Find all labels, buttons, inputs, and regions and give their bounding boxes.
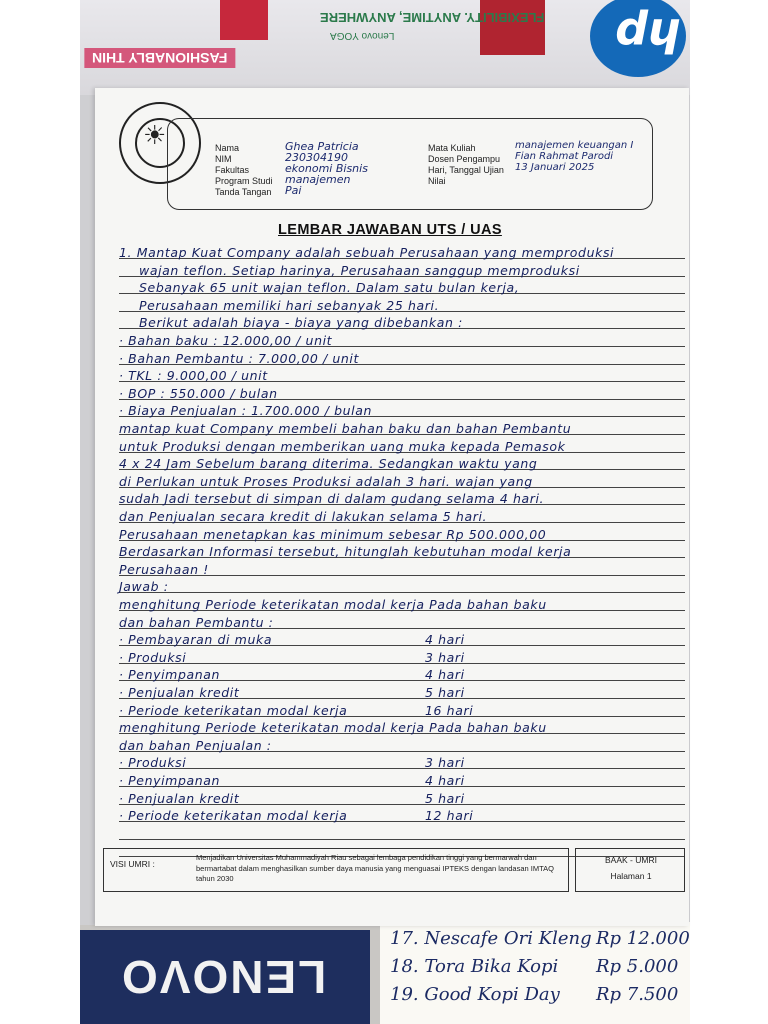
answer-line: untuk Produksi dengan memberikan uang muka kepada Pemasok bbox=[119, 438, 566, 454]
answer-line: · Pembayaran di muka bbox=[119, 632, 273, 648]
answer-line: · Produksi bbox=[119, 755, 187, 771]
sheet-title: LEMBAR JAWABAN UTS / UAS bbox=[278, 222, 502, 238]
answer-line: dan Penjualan secara kredit di lakukan selama 5 hari. bbox=[119, 509, 488, 524]
answer-line: · Penjualan kredit bbox=[119, 790, 240, 806]
answer-value: 5 hari bbox=[425, 790, 465, 806]
answer-line: · Bahan baku : 12.000,00 / unit bbox=[119, 333, 333, 348]
seal-emblem-icon: ☀ bbox=[143, 120, 167, 150]
answer-area bbox=[95, 246, 689, 836]
answer-line: wajan teflon. Setiap harinya, Perusahaan sanggup memproduksi bbox=[139, 262, 580, 278]
answer-line: di Perlukan untuk Proses Produksi adalah 3 hari. wajan yang bbox=[119, 473, 533, 489]
answer-value: 4 hari bbox=[425, 667, 465, 683]
red-tag bbox=[220, 0, 268, 40]
identity-value: Pai bbox=[285, 184, 302, 197]
answer-sheet bbox=[95, 88, 689, 926]
identity-value: 13 Januari 2025 bbox=[515, 162, 595, 173]
identity-label: Mata Kuliah bbox=[428, 143, 476, 153]
identity-label: Dosen Pengampu bbox=[428, 154, 501, 164]
identity-value: Fian Rahmat Parodi bbox=[515, 151, 614, 162]
grocery-item-label: 17. Nescafe Ori Kleng bbox=[390, 928, 592, 949]
grocery-item-label: 19. Good Kopi Day bbox=[390, 984, 560, 1005]
identity-label: Nilai bbox=[428, 176, 446, 186]
hp-logo-text: hp bbox=[615, 8, 681, 62]
brochure-promo-text: FLEXIBILITY. ANYTIME, ANYWHERE bbox=[320, 10, 545, 25]
identity-label: Nama bbox=[215, 143, 240, 153]
ruled-line bbox=[119, 768, 685, 769]
ruled-line bbox=[119, 839, 685, 840]
answer-line: Sebanyak 65 unit wajan teflon. Dalam satu bulan kerja, bbox=[139, 280, 520, 296]
grocery-item-price: Rp 12.000 bbox=[596, 928, 690, 949]
identity-label: Hari, Tanggal Ujian bbox=[428, 165, 504, 175]
answer-line: · TKL : 9.000,00 / unit bbox=[119, 368, 268, 384]
answer-line: · Biaya Penjualan : 1.700.000 / bulan bbox=[119, 403, 372, 419]
answer-line: Perusahaan ! bbox=[119, 561, 209, 577]
answer-line: 4 x 24 Jam Sebelum barang diterima. Sedangkan waktu yang bbox=[119, 456, 538, 472]
answer-line: · Periode keterikatan modal kerja bbox=[119, 808, 348, 824]
answer-line: Jawab : bbox=[119, 579, 169, 595]
page-number: Halaman 1 bbox=[610, 871, 652, 881]
identity-label: NIM bbox=[215, 154, 232, 164]
identity-label: Fakultas bbox=[215, 165, 250, 175]
answer-line: · Penjualan kredit bbox=[119, 685, 240, 700]
answer-value: 16 hari bbox=[425, 702, 474, 718]
identity-value: manajemen bbox=[285, 173, 351, 186]
grocery-item-price: Rp 5.000 bbox=[596, 956, 679, 977]
laptop-brochure-image bbox=[480, 0, 545, 55]
identity-value: 230304190 bbox=[285, 151, 348, 164]
answer-line: sudah Jadi tersebut di simpan di dalam gudang selama 4 hari. bbox=[119, 491, 545, 507]
identity-value: Ghea Patricia bbox=[285, 140, 359, 153]
answer-value: 3 hari bbox=[425, 649, 465, 665]
answer-value: 4 hari bbox=[425, 632, 465, 648]
baak-label: BAAK - UMRI bbox=[605, 855, 657, 865]
answer-value: 12 hari bbox=[425, 808, 474, 824]
answer-line: · BOP : 550.000 / bulan bbox=[119, 385, 278, 401]
ruled-line bbox=[119, 663, 685, 664]
answer-value: 3 hari bbox=[425, 755, 465, 771]
answer-line: menghitung Periode keterikatan modal kerja Pada bahan baku bbox=[119, 597, 547, 612]
brochure-brand-text: Lenovo YOGA bbox=[330, 30, 395, 41]
brochure-side-banner: FASHIONABLY THIN bbox=[84, 48, 235, 68]
answer-value: 4 hari bbox=[425, 773, 465, 788]
grocery-item-label: 18. Tora Bika Kopi bbox=[390, 956, 559, 977]
answer-line: · Penyimpanan bbox=[119, 667, 221, 683]
visi-box bbox=[103, 848, 569, 892]
answer-line: Berdasarkan Informasi tersebut, hitunglah kebutuhan modal kerja bbox=[119, 544, 572, 560]
visi-label: VISI UMRI : bbox=[110, 859, 155, 869]
answer-line: Berikut adalah biaya - biaya yang dibebankan : bbox=[139, 315, 463, 331]
visi-text: Menjadikan Universitas Muhammadiyah Riau sebagai lembaga pendidikan tinggi yang bermarwah dan bermartabat dalam menghasilkan sumber daya manusia yang menguasai IPTEKS dengan landasan IMTAQ tahun 2030 bbox=[196, 853, 554, 883]
answer-line: · Bahan Pembantu : 7.000,00 / unit bbox=[119, 350, 360, 366]
baak-box bbox=[575, 848, 685, 892]
lenovo-box bbox=[80, 930, 370, 1024]
identity-label: Program Studi bbox=[215, 176, 273, 186]
identity-value: manajemen keuangan I bbox=[515, 140, 634, 151]
answer-value: 5 hari bbox=[425, 685, 465, 700]
identity-label: Tanda Tangan bbox=[215, 187, 272, 197]
answer-line: menghitung Periode keterikatan modal kerja Pada bahan baku bbox=[119, 720, 547, 736]
answer-line: · Produksi bbox=[119, 649, 187, 665]
answer-line: · Periode keterikatan modal kerja bbox=[119, 702, 348, 718]
answer-line: 1. Mantap Kuat Company adalah sebuah Perusahaan yang memproduksi bbox=[119, 245, 615, 260]
answer-line: dan bahan Penjualan : bbox=[119, 737, 272, 753]
identity-value: ekonomi Bisnis bbox=[285, 162, 368, 175]
answer-line: mantap kuat Company membeli bahan baku dan bahan Pembantu bbox=[119, 421, 572, 436]
answer-line: Perusahaan memiliki hari sebanyak 25 hari. bbox=[139, 297, 440, 313]
grocery-item-price: Rp 7.500 bbox=[596, 984, 679, 1005]
answer-line: dan bahan Pembantu : bbox=[119, 614, 274, 630]
ruled-line bbox=[119, 592, 685, 593]
answer-line: · Penyimpanan bbox=[119, 773, 221, 788]
lenovo-box-text: LENOVO bbox=[120, 951, 327, 1003]
answer-line: Perusahaan menetapkan kas minimum sebesar Rp 500.000,00 bbox=[119, 526, 547, 542]
